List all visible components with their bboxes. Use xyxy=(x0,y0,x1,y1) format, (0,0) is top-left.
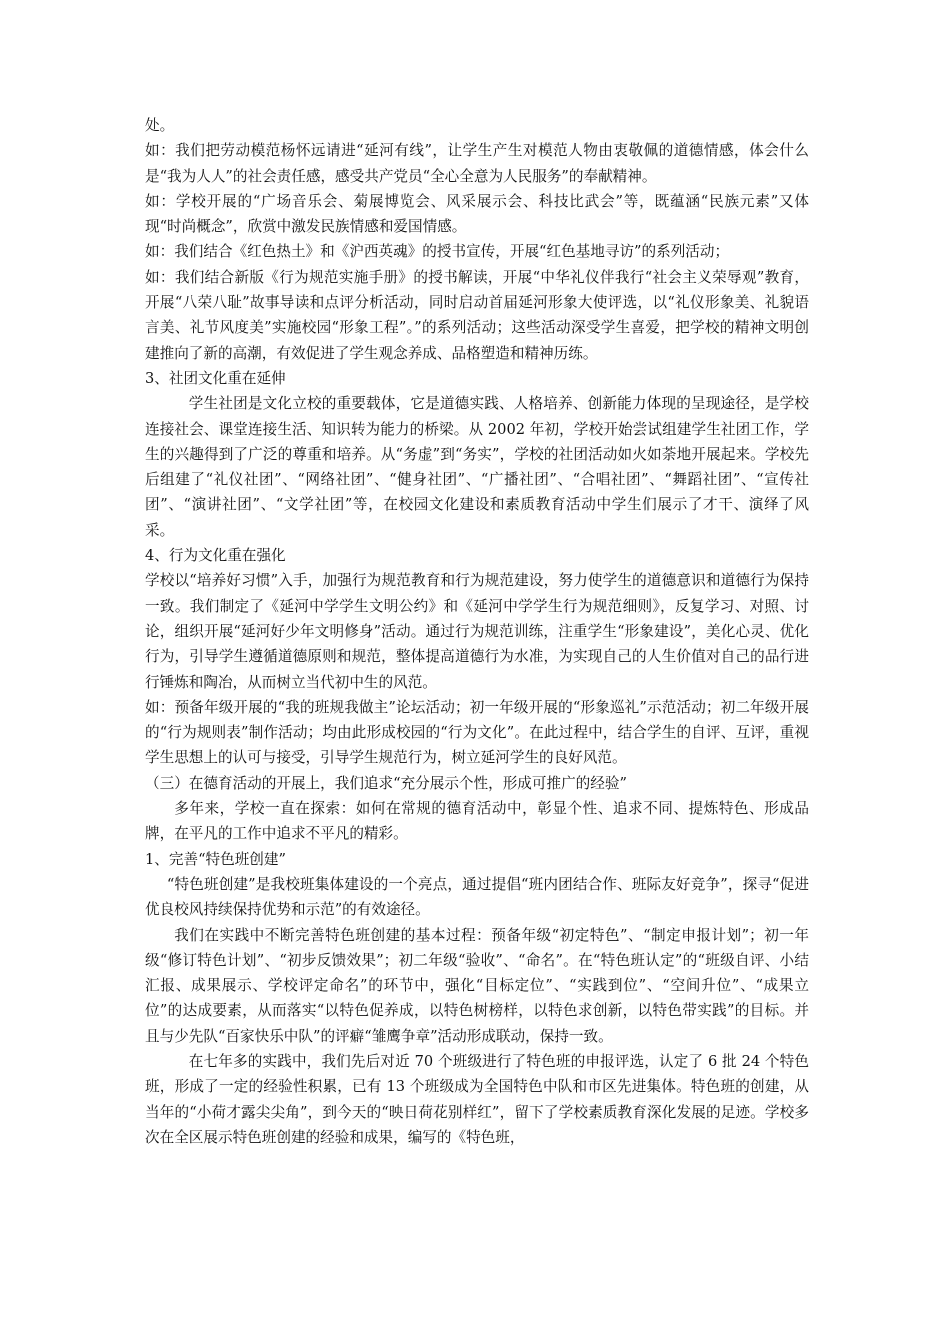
paragraph-feature-class-intro: “特色班创建”是我校班集体建设的一个亮点，通过提倡“班内团结合作、班际友好竞争”，探寻“促进优良校风持续保持优势和示范”的有效途径。 xyxy=(145,875,809,919)
paragraph-exploration: 多年来，学校一直在探索：如何在常规的德育活动中，彰显个性、追求不同、提炼特色、形成品牌，在平凡的工作中追求不平凡的精彩。 xyxy=(145,800,809,843)
document-page xyxy=(145,113,809,1150)
section-heading-feature-class: 1、完善“特色班创建” xyxy=(145,850,286,868)
section-heading-behavior-culture: 4、行为文化重在强化 xyxy=(145,547,286,565)
paragraph-example-school-events: 如：学校开展的“广场音乐会、菊展博览会、风采展示会、科技比武会”等，既蕴涵“民族元素”又体现“时尚概念”，欣赏中激发民族情感和爱国情感。 xyxy=(145,192,809,236)
paragraph-example-grades: 如：预备年级开展的“我的班规我做主”论坛活动；初一年级开展的“形象巡礼”示范活动；初二年级开展的“行为规则表”制作活动；均由此形成校园的“行为文化”。在此过程中，结合学生的自评、互评，重视学生思想上的认可与接受，引导学生规范行为，树立延河学生的良好风范。 xyxy=(145,698,809,767)
paragraph-club-culture: 学生社团是文化立校的重要载体，它是道德实践、人格培养、创新能力体现的呈现途径，是学校连接社会、课堂连接生活、知识转为能力的桥梁。从 2002 年初，学校开始尝试组建学生社团工作，学生的兴趣得到了广泛的尊重和培养。从“务虚”到“务实”，学校的社团活动如火如荼地开展起来。学校先后组建了“礼仪社团”、“网络社团”、“健身社团”、“广播社团”、“合唱社团”、“舞蹈社团”、“宣传社团”、“演讲社团”、“文学社团”等，在校园文化建设和素质教育活动中学生们展示了才干、演绎了风采。 xyxy=(145,395,809,539)
paragraph-example-etiquette: 如：我们结合新版《行为规范实施手册》的授书解读，开展“中华礼仪伴我行“社会主义荣辱观”教育，开展“八荣八耻”故事导读和点评分析活动，同时启动首届延河形象大使评选，以“礼仪形象美、礼貌语言美、礼节风度美”实施校园“形象工程”。”的系列活动；这些活动深受学生喜爱，把学校的精神文明创建推向了新的高潮，有效促进了学生观念养成、品格塑造和精神历练。 xyxy=(145,268,809,362)
paragraph-example-labor-model: 如：我们把劳动模范杨怀远请进“延河有线”，让学生产生对模范人物由衷敬佩的道德情感，体会什么是“我为人人”的社会责任感，感受共产党员“全心全意为人民服务”的奉献精神。 xyxy=(145,142,809,185)
section-heading-club-culture: 3、社团文化重在延伸 xyxy=(145,369,286,387)
paragraph-feature-class-process: 我们在实践中不断完善特色班创建的基本过程：预备年级“初定特色”、“制定申报计划”；初一年级“修订特色计划”、“初步反馈效果”；初二年级“验收”、“命名”。在“特色班认定”的“班级自评、小结汇报、成果展示、学校评定命名”的环节中，强化“目标定位”、“实践到位”、“空间升位”、“成果立位”的达成要素，从而落实“以特色促养成，以特色树榜样，以特色求创新，以特色带实践”的目标。并且与少先队“百家快乐中队”的评癖“雏鹰争章”活动形成联动，保持一致。 xyxy=(145,926,809,1045)
paragraph-behavior-culture: 学校以“培养好习惯”入手，加强行为规范教育和行为规范建设，努力使学生的道德意识和道德行为保持一致。我们制定了《延河中学学生文明公约》和《延河中学学生行为规范细则》，反复学习、对照、讨论，组织开展“延河好少年文明修身”活动。通过行为规范训练，注重学生“形象建设”，美化心灵、优化行为，引导学生遵循道德原则和规范，整体提高道德行为水准，为实现自己的人生价值对自己的品行进行锤炼和陶冶，从而树立当代初中生的风范。 xyxy=(145,572,809,691)
section-heading-moral-activities: （三）在德育活动的开展上，我们追求“充分展示个性，形成可推广的经验” xyxy=(145,774,627,792)
paragraph-continuation: 处。 xyxy=(145,117,175,134)
paragraph-feature-class-results: 在七年多的实践中，我们先后对近 70 个班级进行了特色班的申报评选，认定了 6 批 24 个特色班，形成了一定的经验性积累，已有 13 个班级成为全国特色中队和市区先进集体。特色班的创建，从当年的“小荷才露尖尖角”，到今天的“映日荷花别样红”，留下了学校素质教育深化发展的足迹。学校多次在全区展示特色班创建的经验和成果，编写的《特色班， xyxy=(145,1052,809,1146)
paragraph-example-red-base: 如：我们结合《红色热土》和《沪西英魂》的授书宣传，开展“红色基地寻访”的系列活动； xyxy=(145,243,730,261)
